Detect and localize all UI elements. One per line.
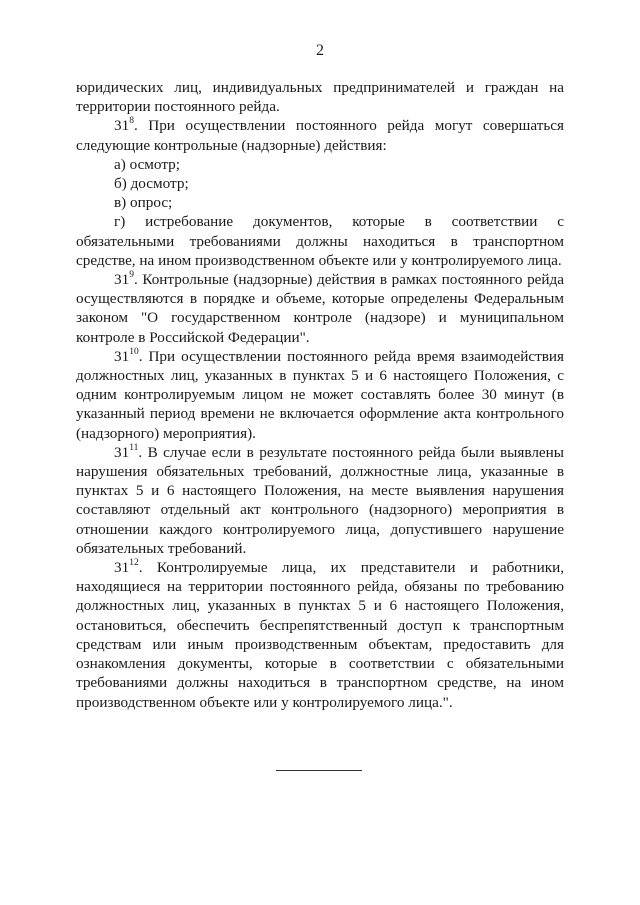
clause-superscript: 8 bbox=[129, 116, 134, 127]
list-item-b bbox=[76, 174, 564, 193]
list-item-text: б) досмотр; bbox=[114, 175, 189, 193]
clause-number: 31 bbox=[114, 559, 130, 577]
list-item-v bbox=[76, 193, 564, 212]
end-divider-line bbox=[276, 770, 362, 771]
paragraph-text: . В случае если в результате постоянного рейда были выявлены нарушения обязательных требований, должностные лица, указанные в пунктах 5 и 6 настоящего Положения, на месте выявления нарушения составляют отдельный акт контрольного (надзорного) мероприятия в отношении каждого контролируемого лица, допустившего нарушение обязательных требований. bbox=[76, 443, 564, 557]
page-number: 2 bbox=[316, 42, 324, 59]
paragraph-text: юридических лиц, индивидуальных предпринимателей и граждан на территории постоянного рейда. bbox=[76, 79, 564, 116]
list-item-text: г) истребование документов, которые в соответствии с обязательными требованиями должны находиться в транспортном средстве, на ином производственном объекте или у контролируемого лица. bbox=[76, 213, 564, 269]
paragraph-continuation bbox=[76, 78, 564, 116]
paragraph-text: . Контролируемые лица, их представители и работники, находящиеся на территории постоянного рейда, обязаны по требованию должностных лиц, указанных в пунктах 5 и 6 настоящего Положения, остановиться, обеспечить беспрепятственный доступ к транспортным средствам или иным производственным объектам, предоставить для ознакомления документы, которые в соответствии с обязательными требованиями должны находиться в транспортном средстве, на ином производственном объекте или у контролируемого лица.". bbox=[76, 559, 564, 711]
clause-superscript: 9 bbox=[129, 269, 134, 280]
paragraph-text: . Контрольные (надзорные) действия в рамках постоянного рейда осуществляются в порядке и объеме, которые определены Федеральным законом "О государственном контроле (надзоре) и муниципальном контроле в Российской Федерации". bbox=[76, 271, 564, 346]
clause-number: 31 bbox=[114, 347, 130, 365]
paragraph-31-11 bbox=[76, 443, 564, 558]
paragraph-31-10 bbox=[76, 347, 564, 443]
list-item-text: в) опрос; bbox=[114, 194, 173, 212]
list-item-g bbox=[76, 212, 564, 270]
paragraph-text: . При осуществлении постоянного рейда время взаимодействия должностных лиц, указанных в пунктах 5 и 6 настоящего Положения, с одним контролируемым лицом не может составлять более 30 минут (в указанный период времени не включается оформление акта контрольного (надзорного) мероприятия). bbox=[76, 347, 564, 442]
clause-number: 31 bbox=[114, 117, 130, 135]
paragraph-31-12 bbox=[76, 558, 564, 712]
clause-number: 31 bbox=[114, 271, 130, 289]
paragraph-31-9 bbox=[76, 270, 564, 347]
paragraph-31-8 bbox=[76, 116, 564, 154]
paragraph-text: . При осуществлении постоянного рейда могут совершаться следующие контрольные (надзорные) действия: bbox=[76, 117, 564, 154]
clause-superscript: 12 bbox=[129, 558, 139, 569]
list-item-a bbox=[76, 155, 564, 174]
clause-number: 31 bbox=[114, 443, 130, 461]
document-body bbox=[76, 78, 564, 712]
clause-superscript: 10 bbox=[129, 346, 139, 357]
clause-superscript: 11 bbox=[129, 442, 139, 453]
list-item-text: а) осмотр; bbox=[114, 155, 180, 173]
